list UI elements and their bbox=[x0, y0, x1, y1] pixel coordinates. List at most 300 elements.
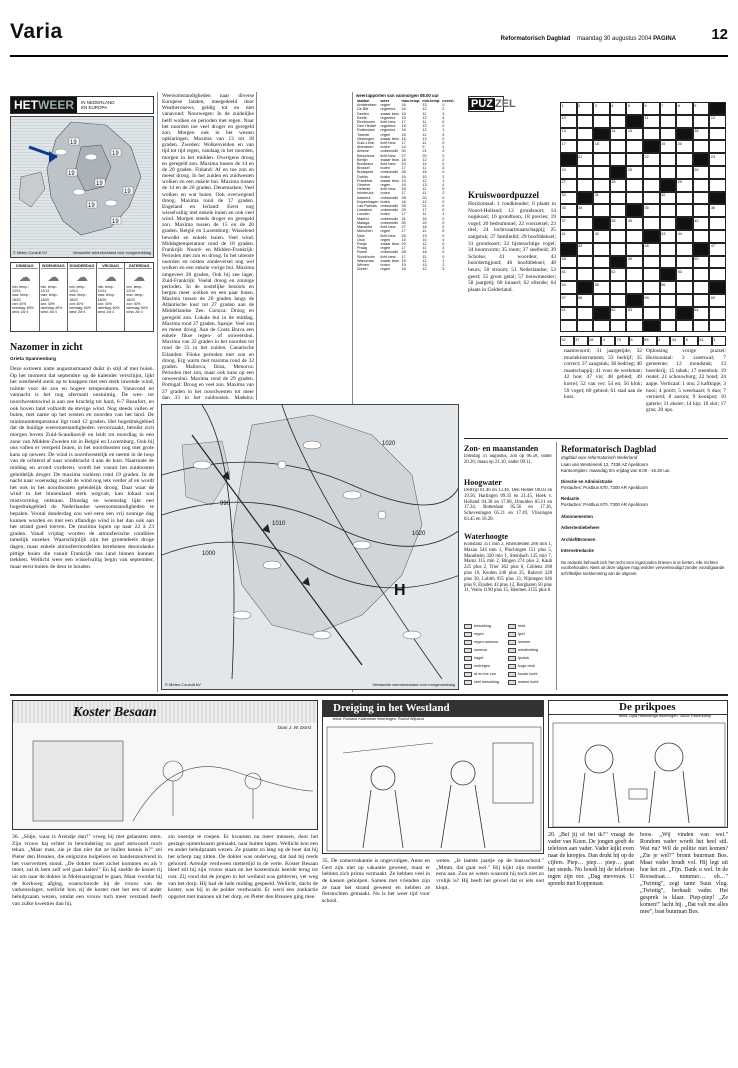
weather-logo-sub2: EN EUROPA bbox=[81, 105, 108, 110]
crossword-block bbox=[626, 115, 643, 128]
koster-text-2 bbox=[168, 834, 318, 1062]
crossword-cell[interactable] bbox=[676, 115, 693, 128]
crossword-cell[interactable]: 63 bbox=[626, 307, 643, 320]
weather-table-cell: 28 bbox=[401, 195, 406, 200]
crossword-cell[interactable]: 39 bbox=[626, 217, 643, 230]
crossword-cell[interactable] bbox=[643, 128, 660, 141]
weather-table-cell: 2 bbox=[442, 124, 445, 129]
weather-table-cell: 24 bbox=[401, 162, 406, 167]
weather-table-cell: Amsterdam bbox=[357, 103, 377, 108]
colophon-line: Laan van Westenenk 12, 7336 AZ Apeldoorn bbox=[561, 462, 649, 467]
crossword-cell[interactable] bbox=[626, 179, 643, 192]
weather-table-cell: buien bbox=[380, 191, 390, 196]
crossword-cell[interactable] bbox=[577, 128, 594, 141]
weather-table-cell: zwaar bew. bbox=[380, 111, 400, 116]
crossword-cell[interactable]: 29 bbox=[676, 179, 693, 192]
colophon-line: Postadres: Postbus 670, 7300 AR Apeldoorn bbox=[561, 501, 648, 507]
crossword-cell[interactable] bbox=[610, 320, 627, 333]
crossword-cell[interactable]: 51 bbox=[560, 268, 577, 281]
crossword-block bbox=[676, 307, 693, 320]
weather-table-cell: 16 bbox=[401, 128, 406, 133]
weather-table-cell: regen bbox=[380, 246, 391, 251]
legend-item bbox=[464, 638, 508, 646]
weather-table-cell: Lissabon bbox=[357, 208, 373, 213]
answer-cell[interactable]: 4 bbox=[657, 336, 671, 346]
crossword-cell[interactable]: 33 bbox=[560, 204, 577, 217]
crossword-cell[interactable] bbox=[660, 256, 677, 269]
crossword-cell[interactable] bbox=[693, 281, 710, 294]
crossword-cell[interactable] bbox=[643, 256, 660, 269]
crossword-cell[interactable] bbox=[577, 230, 594, 243]
weather-table-cell: 16 bbox=[401, 136, 406, 141]
weather-table-cell: regenbui bbox=[380, 124, 396, 129]
weather-table-cell: regen bbox=[380, 132, 391, 137]
crossword-cell[interactable] bbox=[693, 140, 710, 153]
crossword-cell[interactable]: 21 bbox=[577, 153, 594, 166]
weather-table-cell: onbewolkt bbox=[380, 204, 398, 209]
weather-table-cell: 3 bbox=[442, 246, 445, 251]
crossword-cell[interactable] bbox=[660, 153, 677, 166]
crossword-cell[interactable] bbox=[577, 307, 594, 320]
crossword-cell[interactable]: 3 bbox=[593, 102, 610, 115]
weather-table-cell: 16 bbox=[401, 199, 406, 204]
pressure-map-svg bbox=[162, 405, 459, 679]
crossword-cell[interactable]: 58 bbox=[577, 294, 594, 307]
crossword-cell[interactable]: 27 bbox=[560, 179, 577, 192]
crossword-cell[interactable] bbox=[626, 192, 643, 205]
crossword-cell[interactable] bbox=[626, 243, 643, 256]
crossword-cell[interactable]: 59 bbox=[643, 294, 660, 307]
crossword-cell[interactable]: 64 bbox=[693, 307, 710, 320]
answer-cell[interactable]: 52 bbox=[560, 336, 574, 346]
legend-symbol-icon bbox=[508, 672, 516, 677]
crossword-cell[interactable] bbox=[593, 115, 610, 128]
header-info bbox=[501, 36, 676, 42]
crossword-cell[interactable] bbox=[577, 166, 594, 179]
map-temp-1: 19 bbox=[70, 140, 77, 146]
crossword-cell[interactable]: 4 bbox=[610, 102, 627, 115]
crossword-cell[interactable]: 47 bbox=[709, 243, 726, 256]
weather-table-cell: 1 bbox=[442, 145, 445, 150]
crossword-cell[interactable] bbox=[693, 192, 710, 205]
weather-table-cell: 10 bbox=[422, 174, 427, 179]
crossword-cell[interactable] bbox=[577, 256, 594, 269]
weather-table-cell: 0 bbox=[442, 208, 445, 213]
forecast-row: max. temp.: 18/20 bbox=[40, 293, 59, 302]
crossword-cell[interactable]: 44 bbox=[676, 230, 693, 243]
crossword-cell[interactable] bbox=[660, 166, 677, 179]
legend-symbol-icon bbox=[508, 640, 516, 645]
weather-table-cell: regenbui bbox=[380, 107, 396, 112]
crossword-cell[interactable]: 17 bbox=[560, 140, 577, 153]
crossword-cell[interactable] bbox=[577, 217, 594, 230]
forecast-row: wind: Zw 4 bbox=[12, 310, 29, 315]
crossword-cell[interactable] bbox=[643, 179, 660, 192]
crossword-cell[interactable]: 13 bbox=[560, 128, 577, 141]
puzzle-clues-3: Oplossing vorige puzzel: Horizontaal: 3 zoemwal; 7 gemeente; 12 mondstuk; 13 boerderij; 15 tabak; 17 steenbok; 19 reutel; 21 schouwburg; 22 hond; 24 aapje. Verticaal: 1 ons; 2 kaftkipje; 3 hooi; 4 poort; 5 weerkaart; 6 duo; 7 vernierd; 8 aurora; 9 kookpot; 10 galerie; 11 ekster; 14 kip; 16 slot; 17 gras; 20 ups. bbox=[646, 348, 726, 414]
crossword-cell[interactable] bbox=[676, 204, 693, 217]
crossword-cell[interactable] bbox=[709, 140, 726, 153]
answer-cell[interactable]: 43 bbox=[670, 336, 684, 346]
weather-table-cell: 0 bbox=[442, 233, 445, 238]
weather-table-cell: Malaga bbox=[357, 220, 370, 225]
crossword-cell[interactable] bbox=[593, 153, 610, 166]
weather-table-row bbox=[356, 267, 456, 271]
crossword-cell[interactable]: 49 bbox=[626, 256, 643, 269]
crossword-cell[interactable] bbox=[610, 192, 627, 205]
crossword-cell[interactable]: 34 bbox=[577, 204, 594, 217]
forecast-row: max. temp.: 18/20 bbox=[126, 293, 145, 302]
weather-table-cell: 15 bbox=[401, 174, 406, 179]
crossword-cell[interactable]: 54 bbox=[560, 281, 577, 294]
crossword-cell[interactable]: 62 bbox=[610, 307, 627, 320]
crossword-block bbox=[676, 217, 693, 230]
crossword-cell[interactable] bbox=[610, 204, 627, 217]
weather-table-cell: 11 bbox=[422, 229, 427, 234]
weather-table-cell: Rotterdam bbox=[357, 128, 375, 133]
crossword-cell[interactable] bbox=[693, 294, 710, 307]
weather-map-nl bbox=[10, 116, 154, 258]
puzzle-answer-row bbox=[560, 336, 726, 346]
crossword-cell[interactable]: 28 bbox=[610, 179, 627, 192]
forecast-row: neerslag: 60% bbox=[40, 306, 63, 311]
answer-cell[interactable]: 28 bbox=[588, 336, 602, 346]
weather-table-cell: 18 bbox=[401, 157, 406, 162]
crossword-cell[interactable]: 5 bbox=[626, 102, 643, 115]
crossword-cell[interactable] bbox=[593, 166, 610, 179]
crossword-cell[interactable]: 22 bbox=[643, 153, 660, 166]
crossword-cell[interactable]: 8 bbox=[676, 102, 693, 115]
crossword-cell[interactable] bbox=[676, 294, 693, 307]
weather-table-cell: Zürich bbox=[357, 267, 368, 272]
crossword-cell[interactable]: 23 bbox=[709, 153, 726, 166]
crossword-cell[interactable]: 6 bbox=[643, 102, 660, 115]
weather-table-cell: 10 bbox=[422, 237, 427, 242]
page-number: 12 bbox=[711, 26, 728, 43]
answer-cell[interactable]: 73 bbox=[615, 336, 629, 346]
legend-item bbox=[508, 630, 552, 638]
crossword-cell[interactable]: 16 bbox=[693, 128, 710, 141]
crossword-cell[interactable]: 30 bbox=[560, 192, 577, 205]
weather-table-cell: licht bew. bbox=[380, 120, 397, 125]
weather-table-cell: 12 bbox=[422, 178, 427, 183]
crossword-cell[interactable] bbox=[577, 115, 594, 128]
crossword-cell[interactable]: 20 bbox=[676, 140, 693, 153]
weather-table-cell: 17 bbox=[401, 246, 406, 251]
crossword-cell[interactable]: 61 bbox=[560, 307, 577, 320]
weather-table bbox=[356, 93, 462, 393]
crossword-cell[interactable]: 25 bbox=[626, 166, 643, 179]
crossword-cell[interactable] bbox=[626, 281, 643, 294]
crossword-cell[interactable] bbox=[676, 166, 693, 179]
colophon-subtitle: dagblad voor reformatorisch Nederland bbox=[561, 455, 638, 460]
crossword-cell[interactable] bbox=[610, 153, 627, 166]
crossword-cell[interactable] bbox=[709, 320, 726, 333]
hoogwater-text: Delfzijl 01.46 en 13.46, Den Helder 08.03 en 19.56, Harlingen 09.35 en 21.45, Hoek v. Holland 04.30 en 17.08, IJmuiden 05.11 en 17.34, Rotterdam 05.56 en 17.36, Scheveningen 05.21 en 17.49, Vlissingen 03.45 en 16.20. bbox=[464, 488, 552, 522]
crossword-cell[interactable]: 24 bbox=[560, 166, 577, 179]
weather-table-cell: 17 bbox=[401, 229, 406, 234]
crossword-cell[interactable] bbox=[676, 153, 693, 166]
bottom-section-rule bbox=[10, 694, 728, 696]
weather-table-cell: onbewolkt bbox=[380, 220, 398, 225]
crossword-cell[interactable]: 37 bbox=[560, 217, 577, 230]
crossword-cell[interactable]: 36 bbox=[709, 204, 726, 217]
crossword-cell[interactable]: 50 bbox=[693, 256, 710, 269]
legend-symbol-icon bbox=[508, 624, 516, 629]
weather-table-cell: Berlijn bbox=[357, 157, 368, 162]
crossword-block bbox=[610, 256, 627, 269]
crossword-cell[interactable]: 46 bbox=[643, 243, 660, 256]
crossword-cell[interactable] bbox=[693, 320, 710, 333]
crossword-cell[interactable] bbox=[626, 153, 643, 166]
crossword-cell[interactable]: 7 bbox=[660, 102, 677, 115]
weather-table-cell: Rome bbox=[357, 250, 368, 255]
forecast-strip bbox=[10, 262, 154, 332]
crossword-block bbox=[593, 307, 610, 320]
crossword-cell[interactable]: 11 bbox=[643, 115, 660, 128]
legend-item bbox=[464, 622, 508, 630]
crossword-cell[interactable]: 52 bbox=[610, 268, 627, 281]
forecast-row: neerslag: 60% bbox=[126, 306, 149, 311]
crossword-cell[interactable] bbox=[660, 217, 677, 230]
crossword-cell[interactable] bbox=[626, 230, 643, 243]
weather-table-cell: 0 bbox=[442, 170, 445, 175]
crossword-cell[interactable] bbox=[577, 320, 594, 333]
forecast-row: zon: 40% bbox=[12, 301, 27, 306]
crossword-cell[interactable] bbox=[676, 192, 693, 205]
europe-weather-col2 bbox=[259, 93, 351, 399]
crossword-cell[interactable] bbox=[643, 166, 660, 179]
weather-table-cell: regenbui bbox=[380, 115, 396, 120]
crossword-cell[interactable] bbox=[577, 268, 594, 281]
crossword-cell[interactable] bbox=[577, 179, 594, 192]
crossword-grid[interactable] bbox=[560, 102, 726, 334]
crossword-cell[interactable] bbox=[676, 320, 693, 333]
weather-table-cell: 16 bbox=[422, 216, 427, 221]
crossword-cell[interactable]: 53 bbox=[676, 268, 693, 281]
prikpoes-illustration bbox=[549, 719, 728, 828]
crossword-cell[interactable]: 10 bbox=[560, 115, 577, 128]
header-rule bbox=[10, 55, 728, 57]
weather-table-cell: 12 bbox=[422, 241, 427, 246]
crossword-cell[interactable] bbox=[560, 320, 577, 333]
crossword-cell[interactable] bbox=[610, 230, 627, 243]
weather-table-cell: 20 bbox=[422, 195, 427, 200]
answer-cell[interactable]: 4 bbox=[601, 336, 615, 346]
weather-table-cell: 20 bbox=[401, 241, 406, 246]
crossword-cell[interactable]: 41 bbox=[560, 230, 577, 243]
crossword-block bbox=[676, 128, 693, 141]
weather-table-cell: 0 bbox=[442, 254, 445, 259]
weather-table-cell: 14 bbox=[401, 145, 406, 150]
crossword-cell[interactable]: 57 bbox=[560, 294, 577, 307]
forecast-cells bbox=[11, 263, 153, 331]
weather-table-cell: buien bbox=[380, 199, 390, 204]
weather-table-cell: Eindhoven bbox=[357, 120, 375, 125]
weather-table-cell: Oslo bbox=[357, 237, 365, 242]
crossword-block bbox=[660, 179, 677, 192]
weather-table-cell: 0 bbox=[442, 120, 445, 125]
crossword-cell[interactable]: 2 bbox=[577, 102, 594, 115]
crossword-cell[interactable]: 40 bbox=[693, 217, 710, 230]
crossword-cell[interactable]: 9 bbox=[693, 102, 710, 115]
crossword-cell[interactable]: 1 bbox=[560, 102, 577, 115]
prikpoes-title: De prikpoes bbox=[619, 701, 676, 713]
high-pressure-label: H bbox=[394, 582, 406, 599]
answer-cell[interactable]: 6 bbox=[684, 336, 698, 346]
crossword-cell[interactable]: 15 bbox=[626, 128, 643, 141]
weather-table-cell: 11 bbox=[422, 132, 427, 137]
colophon-line: Postadres: Postbus 670, 7300 AR Apeldoorn bbox=[561, 484, 648, 490]
forecast-day-label: ZATERDAG bbox=[126, 264, 152, 269]
crossword-cell[interactable] bbox=[610, 140, 627, 153]
crossword-cell[interactable]: 31 bbox=[593, 192, 610, 205]
crossword-cell[interactable] bbox=[660, 243, 677, 256]
weather-table-cell: 13 bbox=[422, 124, 427, 129]
weather-table-cell: buien bbox=[380, 145, 390, 150]
crossword-cell[interactable] bbox=[643, 268, 660, 281]
crossword-cell[interactable] bbox=[610, 115, 627, 128]
crossword-cell[interactable] bbox=[693, 268, 710, 281]
westland-panel bbox=[322, 700, 544, 854]
crossword-cell[interactable] bbox=[593, 243, 610, 256]
crossword-cell[interactable] bbox=[593, 179, 610, 192]
crossword-cell[interactable] bbox=[593, 204, 610, 217]
answer-cell[interactable]: 61 bbox=[698, 336, 712, 346]
crossword-cell[interactable]: 18 bbox=[593, 140, 610, 153]
crossword-cell[interactable]: 45 bbox=[577, 243, 594, 256]
crossword-cell[interactable]: 12 bbox=[709, 115, 726, 128]
weather-table-cell: 15 bbox=[422, 170, 427, 175]
crossword-cell[interactable] bbox=[660, 307, 677, 320]
crossword-cell[interactable] bbox=[660, 204, 677, 217]
crossword-cell[interactable] bbox=[593, 256, 610, 269]
weather-table-cell: 2 bbox=[442, 107, 445, 112]
crossword-cell[interactable] bbox=[593, 294, 610, 307]
answer-cell[interactable]: 3 bbox=[712, 336, 726, 346]
pressure-map bbox=[161, 404, 459, 690]
weather-table-cell: Kopenhagen bbox=[357, 199, 379, 204]
crossword-cell[interactable] bbox=[626, 140, 643, 153]
weather-table-cell: Genève bbox=[357, 183, 371, 188]
crossword-cell[interactable]: 55 bbox=[593, 281, 610, 294]
puzzle-clues-1: Horizontaal: 1 rondkleuder; 6 plaats in Noord-Holland; 12 grondsoort; 14 oogskool; 16 grondtoon; 18 precies; 19 vogel; 20 bedrumnuel; 22 voorzetsel; 23 titel; 24 lochtvaartmaatschappij; 25 zangstuk; 27 familielid; 29 hoofddeksel; 31 grondsoort; 32 lijsterachtige vogel; 34 boomvorm; 35 roem; 37 snelheid; 39 Schotse; 41 woorden; 43 boordertigjond; 46 hoofddeksel; 48 beurs; 50 stroom; 51 Nederlandse; 53 geest; 55 groot getal; 57 bouwmeester; 58 jaargetij; 60 luiaard; 62 ellende; 64 plaats in Gelderland. bbox=[468, 201, 556, 293]
crossword-cell[interactable]: 56 bbox=[660, 281, 677, 294]
weather-table-cell: 1 bbox=[442, 178, 445, 183]
crossword-cell[interactable]: 42 bbox=[593, 230, 610, 243]
crossword-cell[interactable] bbox=[676, 243, 693, 256]
crossword-cell[interactable] bbox=[610, 281, 627, 294]
crossword-cell[interactable] bbox=[577, 140, 594, 153]
crossword-cell[interactable]: 32 bbox=[660, 192, 677, 205]
weather-table-cell: 17 bbox=[401, 141, 406, 146]
legend-symbol-icon bbox=[464, 648, 472, 653]
crossword-cell[interactable] bbox=[709, 217, 726, 230]
crossword-cell[interactable] bbox=[676, 281, 693, 294]
crossword-cell[interactable] bbox=[693, 204, 710, 217]
weather-table-cell: 0 bbox=[442, 187, 445, 192]
crossword-cell[interactable] bbox=[709, 230, 726, 243]
weather-table-cell: 12 bbox=[422, 128, 427, 133]
crossword-cell[interactable] bbox=[709, 307, 726, 320]
answer-cell[interactable]: 6 bbox=[629, 336, 643, 346]
crossword-cell[interactable] bbox=[709, 128, 726, 141]
weather-table-cell: 12 bbox=[422, 199, 427, 204]
crossword-block bbox=[577, 192, 594, 205]
weather-table-cell: 18 bbox=[401, 187, 406, 192]
crossword-cell[interactable] bbox=[643, 281, 660, 294]
koster-text-2b: Zij vond dat de jongen in het weiland was gebleven, ver weg van het dorp. Hij had de hele middag gespeeld. Wellicht, dacht de koster, was hij in de polder verdwaald. Er werd een zoekactie opgezet met mannen uit het dorp, en Pieter den Breaien ging mee. bbox=[168, 873, 318, 900]
crossword-cell[interactable] bbox=[643, 217, 660, 230]
crossword-cell[interactable] bbox=[626, 320, 643, 333]
legend-label: onweer bbox=[518, 640, 531, 644]
crossword-cell[interactable] bbox=[660, 320, 677, 333]
weather-table-grid bbox=[356, 99, 456, 271]
crossword-cell[interactable] bbox=[660, 294, 677, 307]
crossword-cell[interactable] bbox=[660, 115, 677, 128]
weather-table-cell: onbewolkt bbox=[380, 170, 398, 175]
crossword-cell[interactable] bbox=[643, 192, 660, 205]
crossword-block bbox=[643, 230, 660, 243]
prikpoes-byline: tekst: Lijda Hammenga tekeningen: Jacob Pasterkamp bbox=[619, 714, 712, 718]
weather-table-cell: 11 bbox=[422, 246, 427, 251]
weather-table-cell: Praag bbox=[357, 246, 368, 251]
crossword-cell[interactable] bbox=[693, 230, 710, 243]
weather-table-cell: 2 bbox=[442, 199, 445, 204]
crossword-cell[interactable] bbox=[610, 243, 627, 256]
crossword-cell[interactable]: 38 bbox=[610, 217, 627, 230]
weather-table-cell: 21 bbox=[422, 204, 427, 209]
crossword-cell[interactable] bbox=[593, 268, 610, 281]
crossword-cell[interactable]: 26 bbox=[693, 166, 710, 179]
forecast-row: min. temp.: 12/14 bbox=[40, 285, 58, 294]
crossword-cell[interactable] bbox=[610, 294, 627, 307]
crossword-cell[interactable] bbox=[693, 179, 710, 192]
forecast-row: max. temp.: 18/20 bbox=[69, 293, 87, 302]
weather-table-cell: Dublin bbox=[357, 174, 368, 179]
crossword-cell[interactable]: 19 bbox=[660, 140, 677, 153]
crossword-cell[interactable] bbox=[643, 307, 660, 320]
crossword-cell[interactable] bbox=[660, 128, 677, 141]
crossword-cell[interactable] bbox=[676, 256, 693, 269]
weather-table-cell: 30 bbox=[401, 149, 406, 154]
forecast-row: max. temp.: 18/20 bbox=[12, 293, 30, 302]
westland-byline: tekst: Roeland Kallenman tekeningen: Roelof Wijnand bbox=[333, 717, 424, 721]
crossword-block bbox=[693, 243, 710, 256]
crossword-cell[interactable] bbox=[709, 179, 726, 192]
forecast-row: neerslag: 60% bbox=[69, 306, 91, 311]
crossword-cell[interactable] bbox=[693, 115, 710, 128]
crossword-cell[interactable]: 14 bbox=[610, 128, 627, 141]
crossword-cell[interactable] bbox=[709, 166, 726, 179]
answer-cell[interactable]: 37 bbox=[574, 336, 588, 346]
crossword-cell[interactable] bbox=[626, 268, 643, 281]
crossword-block bbox=[709, 192, 726, 205]
crossword-cell[interactable]: 60 bbox=[709, 294, 726, 307]
hoogwater-title: Hoogwater bbox=[464, 478, 502, 487]
crossword-cell[interactable] bbox=[709, 256, 726, 269]
issue-date: maandag 30 augustus 2004 bbox=[577, 36, 652, 42]
crossword-cell[interactable] bbox=[593, 320, 610, 333]
crossword-cell[interactable] bbox=[709, 268, 726, 281]
weather-table-cell: 11 bbox=[422, 191, 427, 196]
legend-symbol-icon bbox=[508, 680, 516, 685]
crossword-cell[interactable]: 35 bbox=[643, 204, 660, 217]
answer-cell[interactable]: 69 bbox=[643, 336, 657, 346]
crossword-cell[interactable]: 48 bbox=[560, 256, 577, 269]
legend-label: warme lucht bbox=[518, 680, 539, 684]
crossword-cell[interactable]: 43 bbox=[660, 230, 677, 243]
